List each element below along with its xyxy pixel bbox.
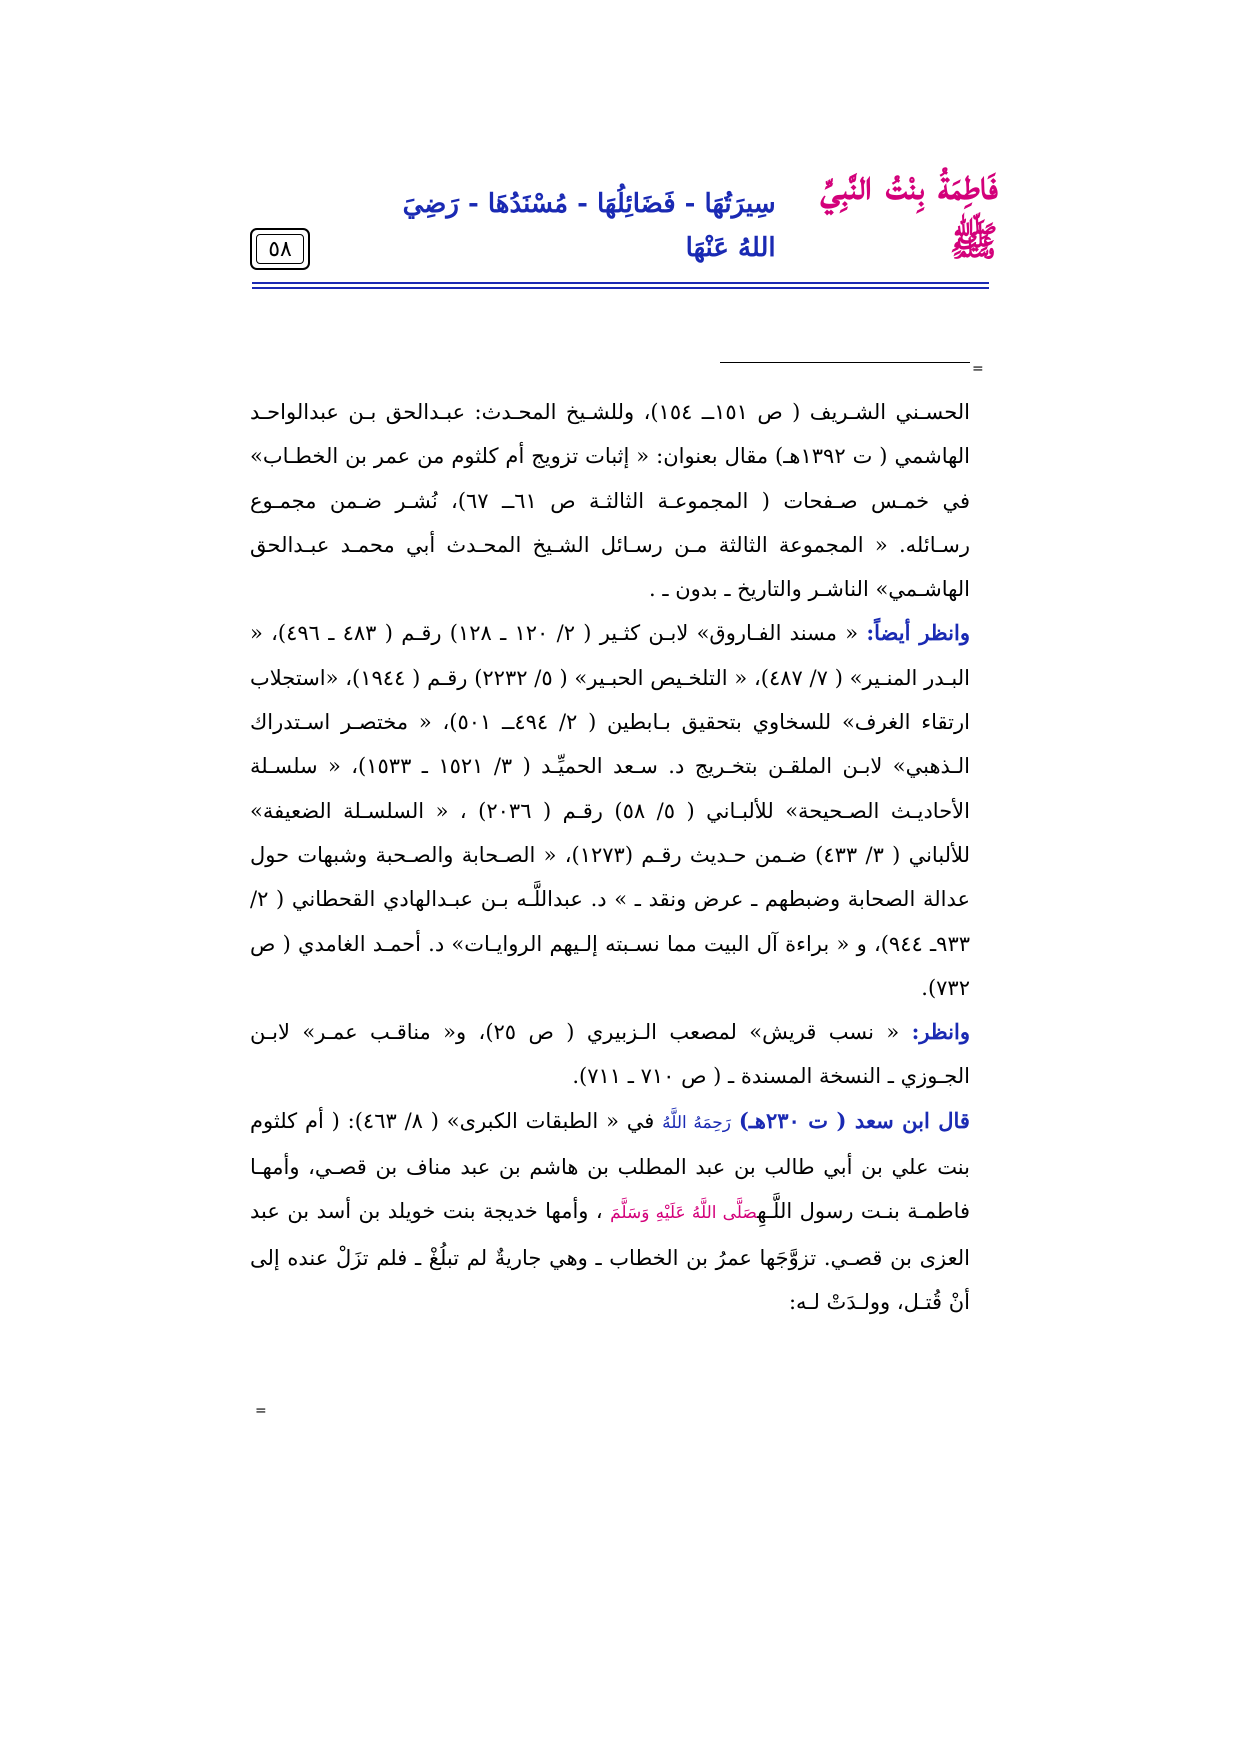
book-title-subtitle: سِيرَتُهَا - فَضَائِلُهَا - مُسْنَدُهَا - رَضِيَ اللهُ عَنْهَا (402, 189, 776, 263)
book-title (358, 162, 998, 270)
book-title-main: فَاطِمَةُ بِنْتُ النَّبِيِّ ﷺ (820, 162, 998, 265)
quote-text-1: في « الطبقات الكبرى» ( ٨/ ٤٦٣): ( أم كلثوم بنت علي بن أبي طالب بن عبد المطلب بن هاشم بن عبد مناف بن قصـي، وأمهـا فاطمـة بنـت رسول اللَّـهِ (250, 1108, 971, 1224)
header-rule-double (252, 287, 989, 289)
honorific-rahimahullah: رَحِمَهُ اللَّهُ (662, 1112, 731, 1133)
quote-text-2: ، وأمها خديجة بنت خويلد بن أسد بن عبد العزى بن قصـي. تزوَّجَها عمرُ بن الخطاب ـ وهي جاريةٌ لم تبلُغْ ـ فلم تزَلْ عنده إلى أنْ قُتـل، وولـدَتْ لـه: (250, 1199, 970, 1314)
footnote-separator (720, 362, 970, 363)
footnote-quote-paragraph (250, 1099, 970, 1324)
page-header (250, 162, 998, 284)
footnote-paragraph-2 (250, 611, 970, 1010)
footnote-continuation-marker-top: = (972, 361, 984, 377)
quote-lead: قال ابن سعد ( ت ٢٣٠هـ) (738, 1107, 970, 1133)
footnote-body (250, 390, 970, 1324)
paragraph-lead: وانظر: (911, 1019, 970, 1045)
honorific-salla-allah: صَلَّى اللَّهُ عَلَيْهِ وَسَلَّمَ (610, 1203, 758, 1224)
footnote-paragraph-3 (250, 1010, 970, 1099)
header-rule (252, 282, 989, 284)
paragraph-text: « نسب قريش» لمصعب الـزبيري ( ص ٢٥)، و« مناقـب عمـر» لابـن الجـوزي ـ النسخة المسندة ـ ( ص ٧١٠ ـ ٧١١). (250, 1020, 970, 1089)
paragraph-lead: وانظر أيضاً: (866, 620, 970, 646)
page-number: ٥٨ (250, 228, 310, 270)
footnote-continuation-marker-bottom: = (255, 1403, 267, 1419)
footnote-paragraph-1 (250, 390, 970, 611)
paragraph-text: « مسند الفـاروق» لابـن كثـير ( ٢/ ١٢٠ ـ ١٢٨) رقـم ( ٤٨٣ ـ ٤٩٦)، « البـدر المنـير» ( ٧/ ٤٨٧)، « التلخـيص الحبـير» ( ٥/ ٢٢٣٢) رقـم ( ١٩٤٤)، «استجلاب ارتقاء الغرف» للسخاوي بتحقيق بـابطين ( ٢/ ٤٩٤ــ ٥٠١)، « مختصـر اسـتدراك الـذهبي» لابـن الملقـن بتخـريج د. سـعد الحميِّـد ( ٣/ ١٥٢١ ـ ١٥٣٣)، « سلسـلة الأحاديـث الصـحيحة» للألبـاني ( ٥/ ٥٨) رقـم ( ٢٠٣٦) ، « السلسـلة الضعيفة» للألباني ( ٣/ ٤٣٣) ضـمن حـديث رقـم (١٢٧٣)، « الصـحابة والصـحبة وشبهات حول عدالة الصحابة وضبطهم ـ عرض ونقد ـ » د. عبداللَّـه بـن عبـدالهادي القحطاني ( ٢/ ٩٣٣ـ ٩٤٤)، و « براءة آل البيت مما نسـبته إلـيهم الروايـات» د. أحمـد الغامدي ( ص ٧٣٢). (250, 621, 971, 1000)
paragraph-text: الحسـني الشـريف ( ص ١٥١ــ ١٥٤)، وللشـيخ المحـدث: عبـدالحق بـن عبدالواحـد الهاشمي ( ت ١٣٩٢هـ) مقال بعنوان: « إثبات تزويج أم كلثوم من عمر بن الخطـاب» في خمـس صـفحات ( المجموعـة الثالثـة ص ٦١ــ ٦٧)، نُشـر ضـمن مجمـوع رسـائله. « المجموعة الثالثة مـن رسـائل الشـيخ المحـدث أبي محمـد عبـدالحق الهاشـمي» الناشـر والتاريخ ـ بدون ـ . (250, 400, 970, 602)
